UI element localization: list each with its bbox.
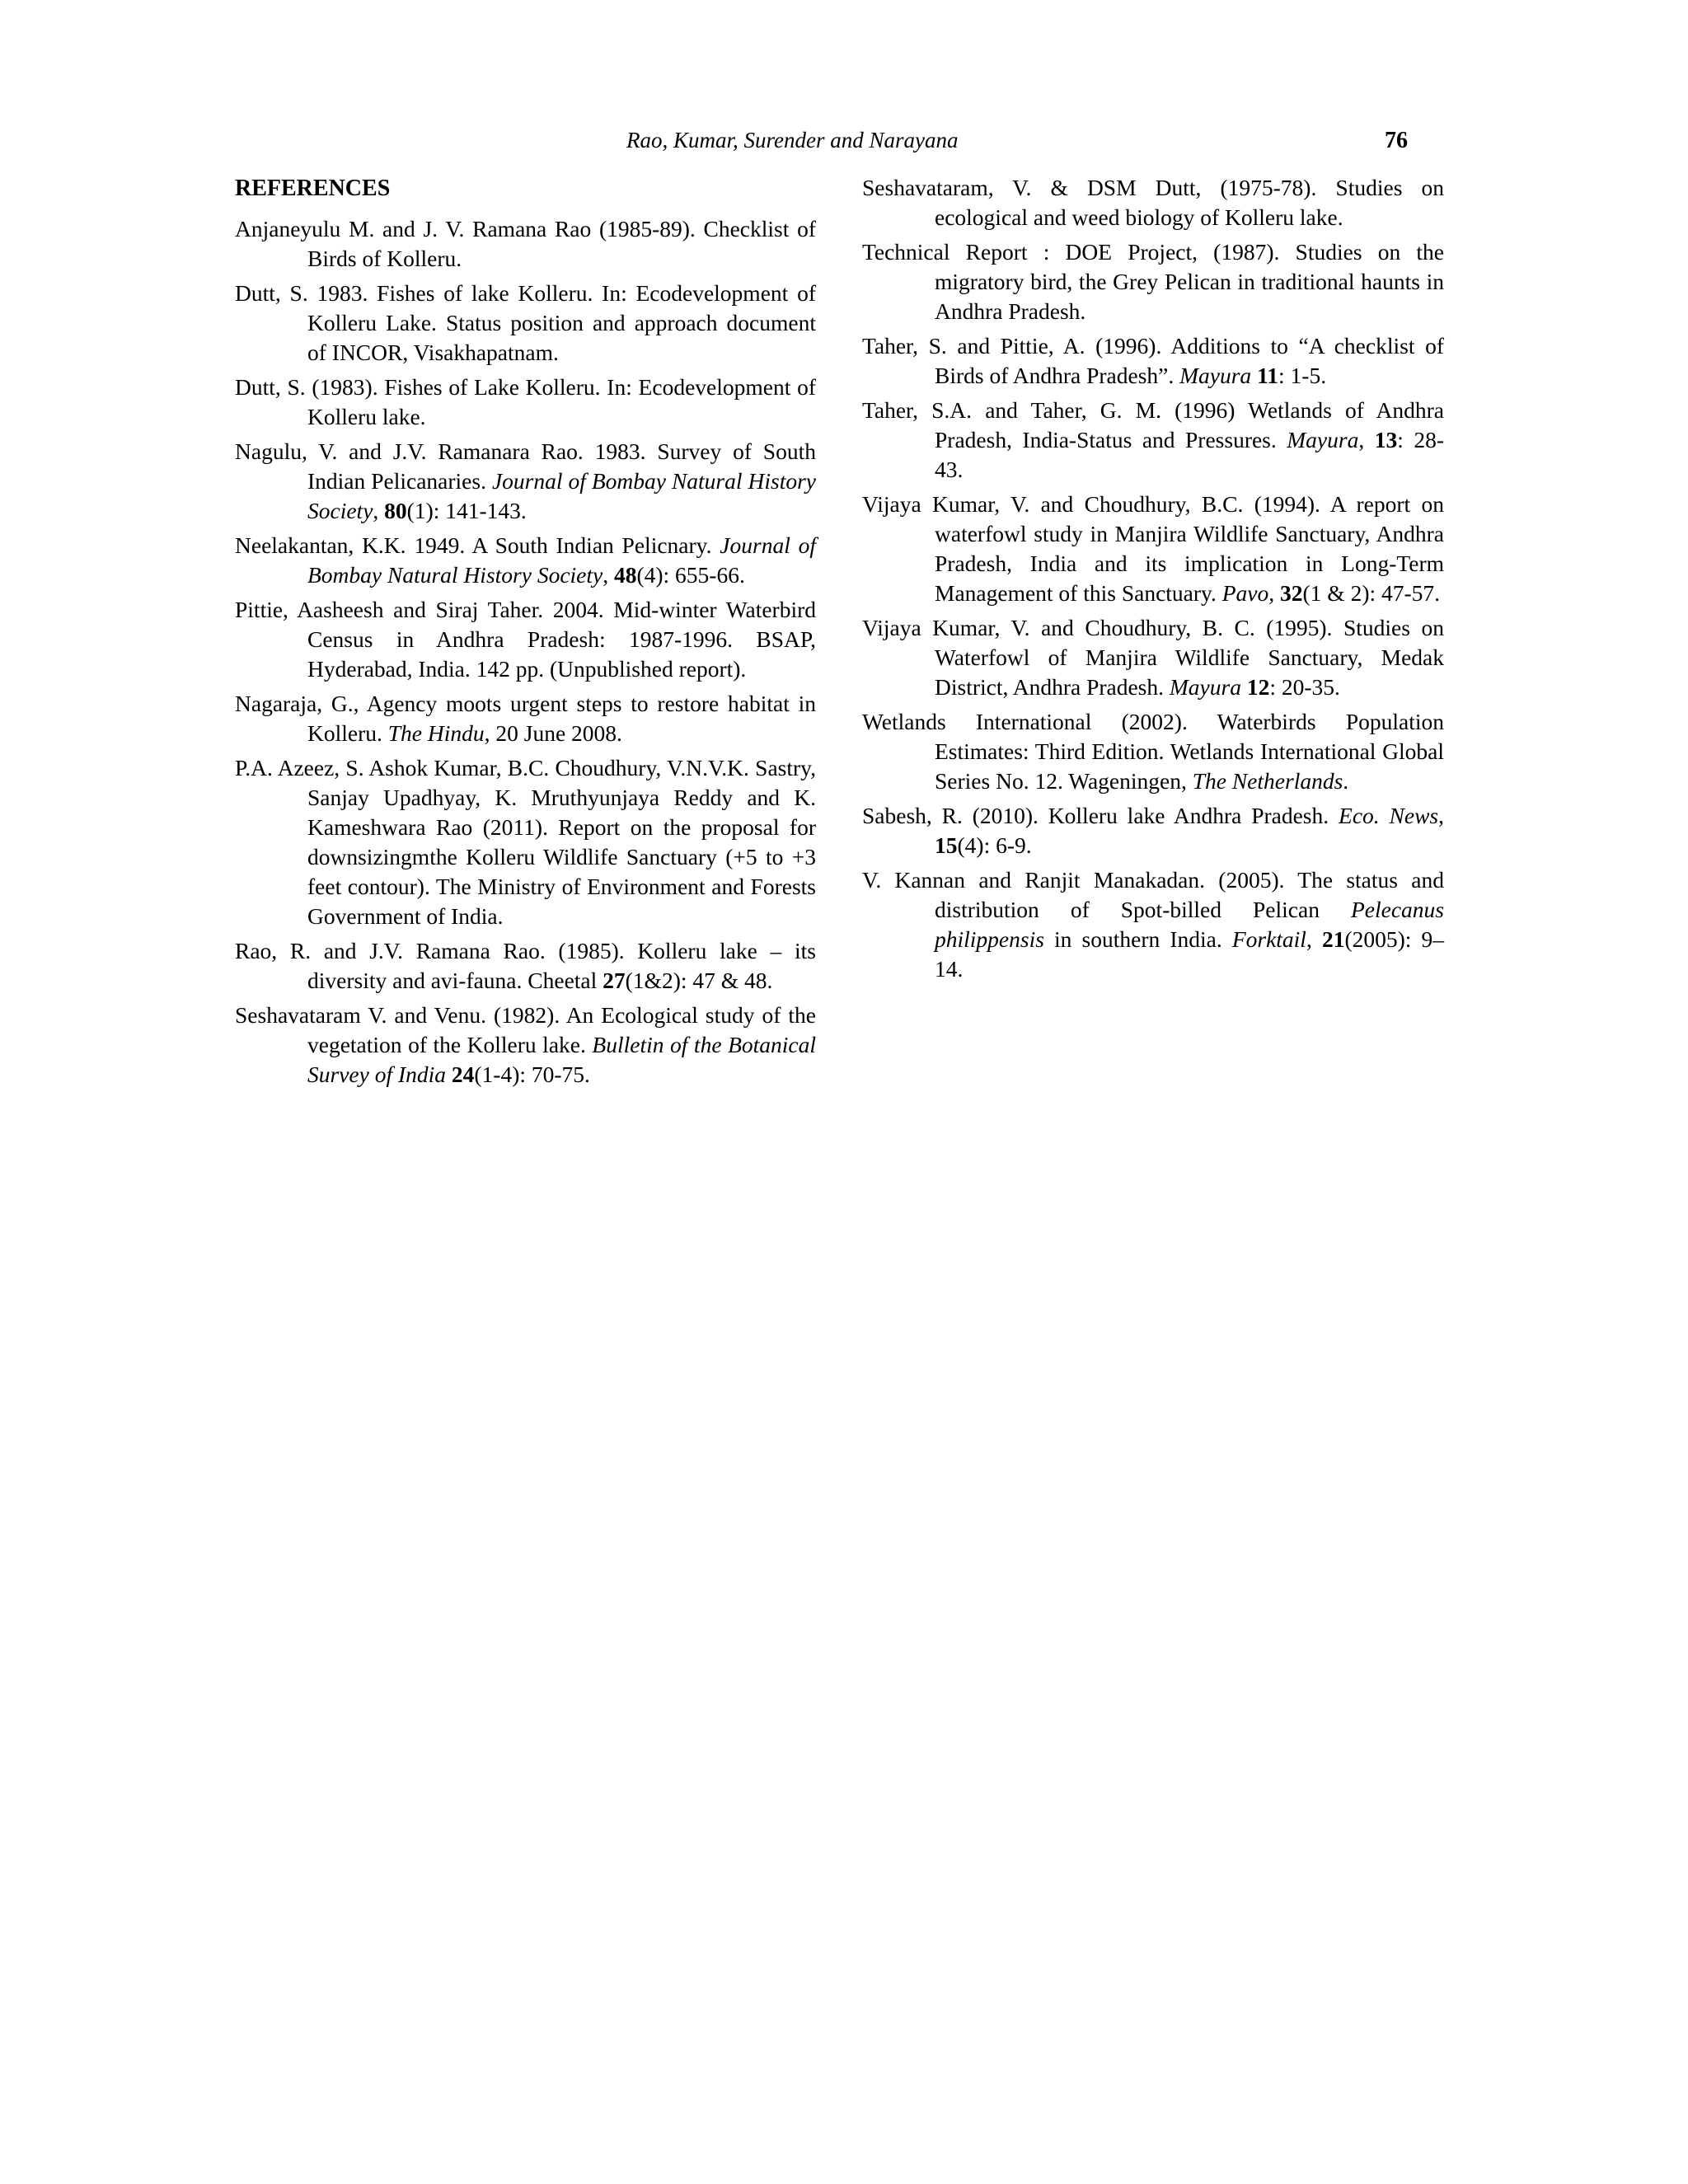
references-column-left	[235, 173, 816, 1094]
page-number: 76	[1385, 128, 1408, 153]
reference-entry: Anjaneyulu M. and J. V. Ramana Rao (1985-89). Checklist of Birds of Kolleru.	[235, 216, 816, 271]
reference-entry: Neelakantan, K.K. 1949. A South Indian Pelicnary. Journal of Bombay Natural History Society, 48(4): 655-66.	[235, 532, 816, 588]
references-column-right	[862, 173, 1444, 989]
reference-entry: Nagaraja, G., Agency moots urgent steps to restore habitat in Kolleru. The Hindu, 20 June 2008.	[235, 691, 816, 746]
references-heading: REFERENCES	[235, 176, 391, 201]
running-head: Rao, Kumar, Surender and Narayana	[626, 128, 959, 152]
reference-entry: Sabesh, R. (2010). Kolleru lake Andhra Pradesh. Eco. News, 15(4): 6-9.	[862, 803, 1444, 858]
reference-entry: Technical Report : DOE Project, (1987). Studies on the migratory bird, the Grey Pelican in traditional haunts in Andhra Pradesh.	[862, 239, 1444, 324]
page-header	[0, 128, 1688, 161]
reference-entry: Dutt, S. (1983). Fishes of Lake Kolleru. In: Ecodevelopment of Kolleru lake.	[235, 374, 816, 429]
reference-entry: Pittie, Aasheesh and Siraj Taher. 2004. Mid-winter Waterbird Census in Andhra Pradesh: 1987-1996. BSAP, Hyderabad, India. 142 pp. (Unpublished report).	[235, 597, 816, 682]
reference-entry: V. Kannan and Ranjit Manakadan. (2005). The status and distribution of Spot-billed Pelican Pelecanus philippensis in southern India. Forktail, 21(2005): 9–14.	[862, 867, 1444, 982]
reference-entry: Dutt, S. 1983. Fishes of lake Kolleru. In: Ecodevelopment of Kolleru Lake. Status position and approach document of INCOR, Visakhapatnam.	[235, 280, 816, 365]
reference-entry: Vijaya Kumar, V. and Choudhury, B. C. (1995). Studies on Waterfowl of Manjira Wildlife Sanctuary, Medak District, Andhra Pradesh. Mayura 12: 20-35.	[862, 615, 1444, 700]
reference-entry: Taher, S.A. and Taher, G. M. (1996) Wetlands of Andhra Pradesh, India-Status and Pressures. Mayura, 13: 28-43.	[862, 397, 1445, 482]
reference-entry: Nagulu, V. and J.V. Ramanara Rao. 1983. Survey of South Indian Pelicanaries. Journal of Bombay Natural History Society, 80(1): 141-143.	[235, 438, 816, 523]
reference-entry: Rao, R. and J.V. Ramana Rao. (1985). Kolleru lake – its diversity and avi-fauna. Cheetal 27(1&2): 47 & 48.	[235, 938, 816, 993]
reference-entry: Taher, S. and Pittie, A. (1996). Additions to “A checklist of Birds of Andhra Pradesh”. Mayura 11: 1-5.	[862, 333, 1444, 388]
reference-entry: P.A. Azeez, S. Ashok Kumar, B.C. Choudhury, V.N.V.K. Sastry, Sanjay Upadhyay, K. Mruthyunjaya Reddy and K. Kameshwara Rao (2011). Report on the proposal for downsizingmthe Kolleru Wildlife Sanctuary (+5 to +3 feet contour). The Ministry of Environment and Forests Government of India.	[235, 755, 816, 929]
reference-entry: Seshavataram, V. & DSM Dutt, (1975-78). Studies on ecological and weed biology of Kolleru lake.	[862, 175, 1444, 230]
reference-entry: Vijaya Kumar, V. and Choudhury, B.C. (1994). A report on waterfowl study in Manjira Wildlife Sanctuary, Andhra Pradesh, India and its implication in Long-Term Management of this Sanctuary. Pavo, 32(1 & 2): 47-57.	[862, 491, 1444, 606]
reference-entry: Seshavataram V. and Venu. (1982). An Ecological study of the vegetation of the Kolleru lake. Bulletin of the Botanical Survey of India 24(1-4): 70-75.	[235, 1002, 816, 1087]
reference-entry: Wetlands International (2002). Waterbirds Population Estimates: Third Edition. Wetlands International Global Series No. 12. Wageningen, The Netherlands.	[862, 709, 1444, 794]
